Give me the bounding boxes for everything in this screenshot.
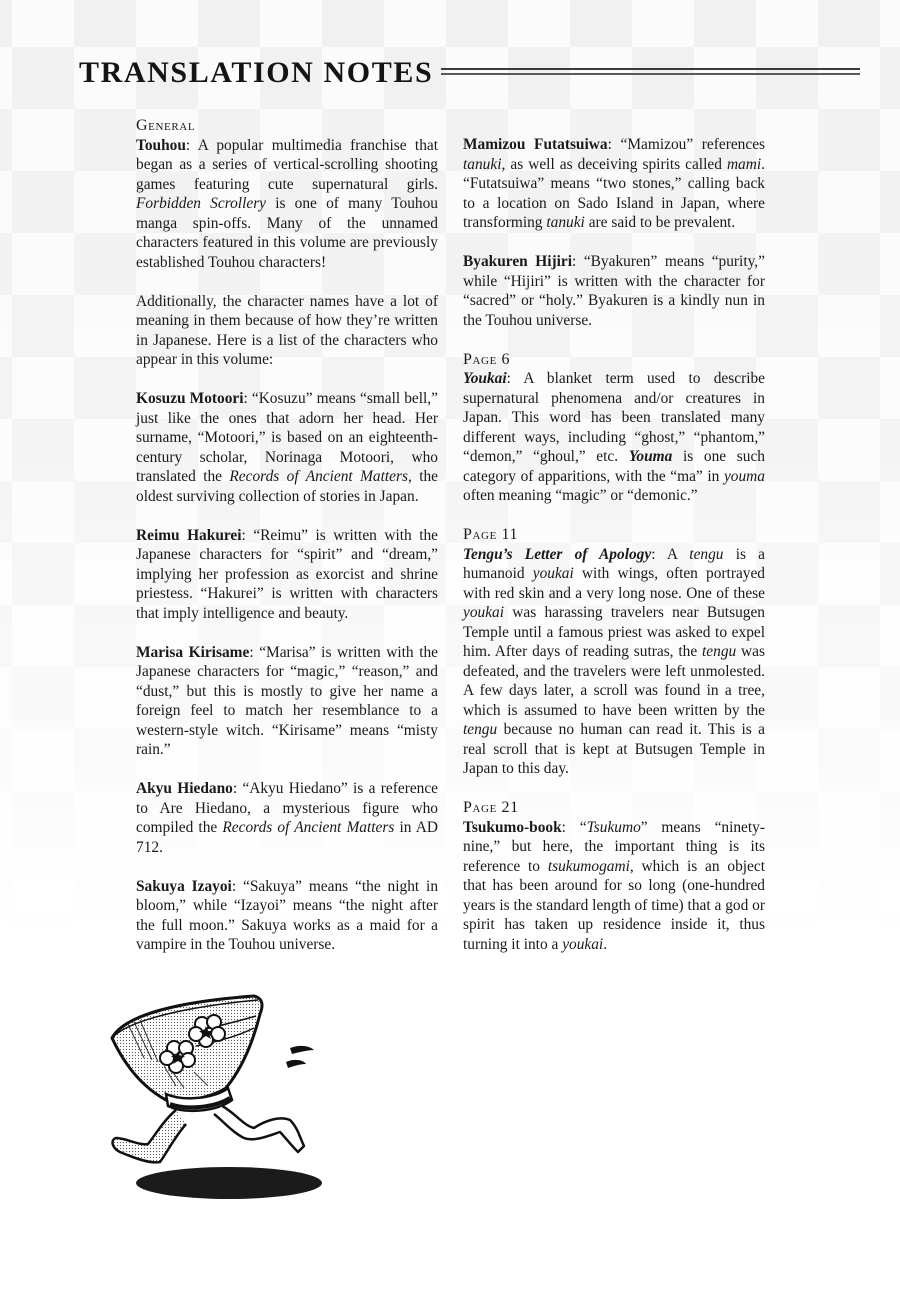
section-label-page-6: Page 6 (463, 350, 511, 368)
note-reimu (136, 526, 438, 624)
note-bold-italic: Youma (628, 448, 673, 465)
note-italic: Records of Ancient Matters (222, 819, 395, 836)
note-youkai (463, 369, 765, 506)
note-term: Touhou (136, 136, 186, 154)
note-italic: youkai (532, 565, 574, 582)
section-page-6 (463, 350, 765, 506)
note-text: was harassing travelers near Butsugen Temple until a famous priest was asked to expel him. After days of reading sutras, the (463, 604, 765, 660)
note-text: A blanket term used to describe supernatural phenomena and/or creatures in Japan. This word has been translated many different ways, including “ghost,” “phantom,” “demon,” “ghoul,” etc. (463, 370, 765, 465)
note-sep: : (241, 526, 254, 544)
note-text: . (603, 935, 608, 953)
note-italic: Records of Ancient Matters (229, 468, 408, 485)
section-label-page-21: Page 21 (463, 799, 519, 816)
note-term: Reimu Hakurei (136, 526, 242, 544)
note-italic: tsukumogami (547, 857, 630, 875)
note-additionally: Additionally, the character names have a lot of meaning in them because of how they’re written in Japanese. Here is a list of the characters who appear in this volume: (136, 292, 438, 368)
note-text: “Mamizou” references (620, 136, 766, 153)
note-italic: mami (726, 155, 762, 173)
section-label-general: General (136, 117, 196, 134)
note-sep: : (231, 877, 243, 895)
note-term: Mamizou Futatsuiwa (463, 136, 608, 153)
note-text: , as well as deceiving spirits called (501, 155, 727, 173)
note-italic: youkai (463, 604, 505, 621)
note-text: A (666, 545, 690, 563)
section-page-11 (463, 525, 765, 779)
note-text: “Sakuya” means “the night in bloom,” while “Izayoi” means “the night after the full moon.” Sakuya works as a maid for a vampire in the Touhou universe. (136, 877, 439, 953)
note-tsukumo-book (463, 818, 765, 955)
note-sep: : (243, 390, 252, 407)
note-text: “Byakuren” means “purity,” while “Hijiri” is written with the character for “sacred” or “holy.” Byakuren is a kindly nun in the Touhou universe. (463, 253, 765, 329)
note-term: Kosuzu Motoori (136, 390, 244, 407)
note-text: was defeated, and the travelers were left unmolested. A few days later, a scroll was found in a tree, which is assumed to have been written by the (463, 643, 765, 719)
note-tengu-letter (463, 545, 765, 779)
note-text: ” means “ninety-nine,” but here, the important thing is its reference to (463, 818, 765, 875)
note-byakuren (463, 252, 765, 330)
note-text: often meaning “magic” or “demonic.” (463, 487, 698, 504)
page-title: TRANSLATION NOTES (79, 56, 434, 89)
note-italic: tanuki (463, 155, 502, 173)
note-text: is a humanoid (463, 545, 765, 582)
note-italic: youkai (562, 935, 604, 953)
note-sep: : (506, 370, 524, 387)
note-text: A popular multimedia franchise that began as a series of vertical-scrolling shooting games featuring cute supernatural girls. (136, 136, 439, 193)
note-term: Sakuya Izayoi (136, 877, 232, 895)
note-text: , which is an object that has been around for so long (one-hundred years is the standard length of time) that a god or spirit has taken up residence inside it, thus turning it into a (463, 857, 765, 953)
note-text: “Reimu” is written with the Japanese characters for “spirit” and “dream,” implying her profession as exorcist and shrine priestess. “Hakurei” is written with characters that imply intelligence and beauty. (136, 526, 438, 622)
note-italic: tengu (689, 545, 724, 563)
right-column (463, 135, 765, 954)
note-italic: tengu (702, 643, 737, 660)
note-text: “Kosuzu” means “small bell,” just like the ones that adorn her head. Her surname, “Motoori,” is based on an eighteenth-century scholar, Norinaga Motoori, who translated the (136, 390, 438, 485)
note-sep: : (249, 643, 260, 661)
note-sakuya (136, 877, 438, 955)
left-column (136, 116, 438, 955)
note-touhou (136, 136, 438, 273)
note-sep: : (561, 818, 580, 836)
note-italic: Forbidden Scrollery (136, 195, 267, 212)
note-text: because no human can read it. This is a real scroll that is kept at Butsugen Temple in Japan to this day. (463, 721, 765, 777)
note-text: are said to be prevalent. (584, 214, 736, 231)
note-term: Youkai (463, 370, 507, 387)
note-text: with wings, often portrayed with red skin and a very long nose. One of these (463, 565, 766, 602)
note-italic: tengu (463, 721, 498, 738)
note-sep: : (607, 136, 621, 153)
note-mamizou (463, 135, 765, 233)
section-page-21 (463, 798, 765, 954)
note-text: , the oldest surviving collection of stories in Japan. (136, 468, 438, 505)
note-text: “Akyu Hiedano” is a reference to Are Hiedano, a mysterious figure who compiled the (136, 780, 439, 836)
note-sep: : (651, 545, 667, 563)
note-text: is one of many Touhou manga spin-offs. Many of the unnamed characters featured in this volume are previously established Touhou characters! (136, 195, 438, 271)
note-text: “ (579, 818, 587, 836)
note-sep: : (232, 780, 243, 797)
note-italic: tanuki (546, 214, 585, 231)
title-double-rule (441, 68, 860, 75)
note-akyu (136, 779, 438, 857)
note-italic: youma (723, 467, 765, 485)
note-italic: Tsukumo (586, 818, 641, 836)
note-text: in AD 712. (136, 819, 438, 856)
section-label-page-11: Page 11 (463, 526, 519, 543)
note-text: “Marisa” is written with the Japanese characters for “magic,” “reason,” and “dust,” but this is mostly to give her name a foreign feel to match her resemblance to a western-style witch. “Kirisame” means “misty rain.” (136, 643, 438, 758)
note-marisa (136, 643, 438, 760)
note-term: Byakuren Hijiri (463, 253, 573, 270)
note-kosuzu (136, 389, 438, 506)
note-sep: : (572, 253, 584, 270)
note-term: Akyu Hiedano (136, 780, 233, 797)
note-text: . “Futatsuiwa” means “two stones,” calling back to a location on Sado Island in Japan, where transforming (463, 155, 765, 231)
note-text: is one such category of apparitions, with the “ma” in (463, 448, 765, 485)
note-term: Marisa Kirisame (136, 643, 250, 661)
running-bowl-tsukumogami-icon (104, 988, 334, 1204)
note-sep: : (185, 136, 198, 154)
note-term: Tengu’s Letter of Apology (463, 545, 652, 563)
note-term: Tsukumo-book (463, 818, 562, 836)
